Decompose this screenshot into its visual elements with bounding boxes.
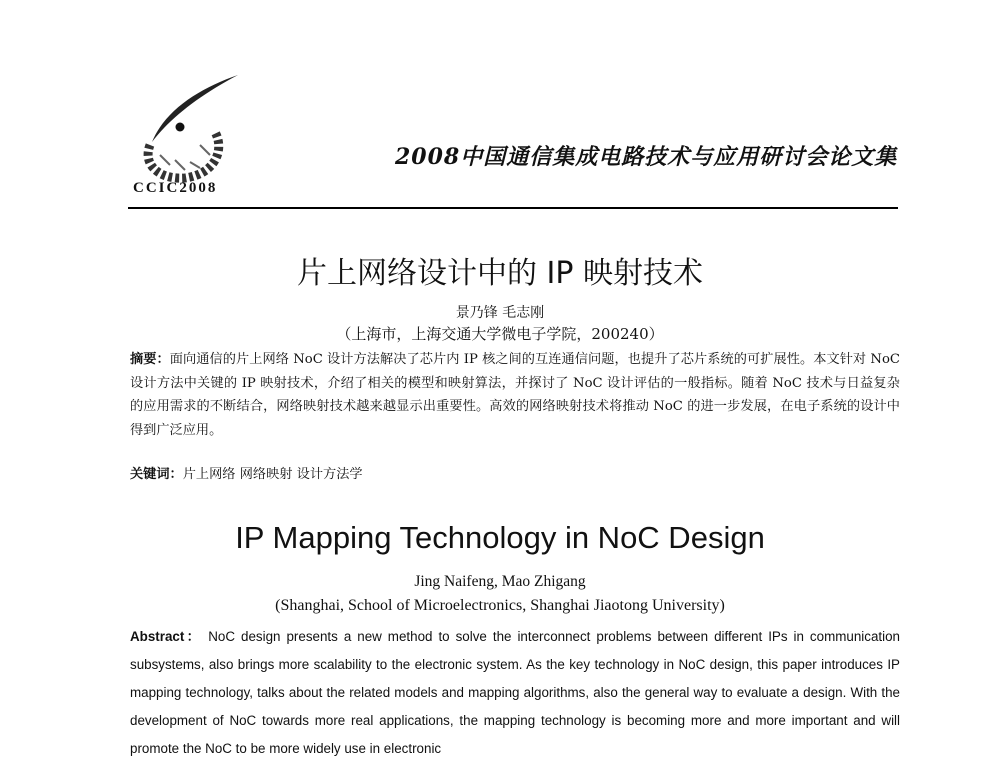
logo-texture xyxy=(160,145,210,170)
chinese-keywords xyxy=(130,463,363,482)
chinese-abstract xyxy=(130,348,900,442)
conference-title: 2008中国通信集成电路技术与应用研讨会论文集 xyxy=(395,144,898,170)
english-affiliation: (Shanghai, School of Microelectronics, Shanghai Jiaotong University) xyxy=(275,597,725,614)
logo-dot xyxy=(176,123,185,132)
chinese-title: 片上网络设计中的 IP 映射技术 xyxy=(296,256,703,291)
english-abstract xyxy=(130,623,900,763)
english-title: IP Mapping Technology in NoC Design xyxy=(235,520,765,555)
chinese-keywords-text: 片上网络 网络映射 设计方法学 xyxy=(182,467,363,482)
english-authors: Jing Naifeng, Mao Zhigang xyxy=(414,573,586,590)
logo-arc xyxy=(148,132,219,178)
chinese-authors: 景乃锋 毛志刚 xyxy=(455,305,545,321)
chinese-abstract-label: 摘要： xyxy=(130,352,170,367)
chinese-abstract-text: 面向通信的片上网络 NoC 设计方法解决了芯片内 IP 核之间的互连通信问题，也提升了芯片系统的可扩展性。本文针对 NoC 设计方法中关键的 IP 映射技术，介绍了相关的模型和映射算法，并探讨了 NoC 设计评估的一般指标。随着 NoC 技术与日益复杂的应用需求的不断结合，网络映射技术越来越显示出重要性。高效的网络映射技术将推动 NoC 的进一步发展，在电子系统的设计中得到广泛应用。 xyxy=(130,352,901,438)
conference-code: CCIC2008 xyxy=(133,180,218,196)
conference-logo xyxy=(130,70,250,185)
logo-swoosh xyxy=(152,75,238,142)
english-abstract-text: NoC design presents a new method to solve the interconnect problems between different IPs in communication subsystems, also brings more scalability to the electronic system. As the key technology in NoC design, this paper introduces IP mapping technology, talks about the related models and mapping algorithms, also the general way to evaluate a design. With the development of NoC towards more real applications, the mapping technology is becoming more and more important and will promote the NoC to be more widely use in electronic xyxy=(130,629,900,756)
chinese-affiliation: （上海市，上海交通大学微电子学院，200240） xyxy=(336,325,664,343)
english-abstract-label: Abstract： xyxy=(130,629,203,644)
header-rule xyxy=(128,207,898,209)
chinese-keywords-label: 关键词： xyxy=(130,467,183,482)
